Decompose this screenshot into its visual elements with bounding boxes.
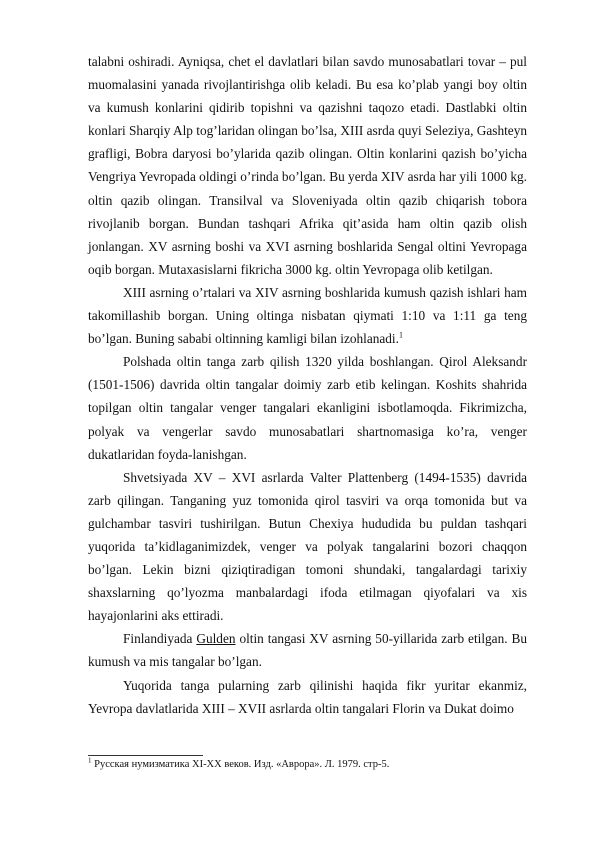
paragraph-5-text-after: oltin tangasi XV asrning 50-yillarida zarb etilgan. Bu kumush va mis tangalar bo’lgan. (88, 631, 528, 670)
paragraph-1-text: talabni oshiradi. Ayniqsa, chet el davlatlari bilan savdo munosabatlari tovar – pul muomalasini yanada rivojlantirishga olib keladi. Bu esa ko’plab yangi boy oltin va kumush konlarini qidirib topishni va qazishni taqozo etadi. Dastlabki oltin konlari Sharqiy Alp tog’laridan olingan bo’lsa, XIII asrda quyi Seleziya, Gashteyn grafligi, Bobra daryosi bo’ylarida qazib olingan. Oltin konlarini qazish bo’yicha Vengriya Yevropada oldingi o’rinda bo’lgan. Bu yerda XIV asrda har yili 1000 kg. oltin qazib olingan. Transilval va Sloveniyada oltin qazib chiqarish tobora rivojlanib borgan. Bundan tashqari Afrika qit’asida ham oltin qazib olish jonlangan. XV asrning boshi va XVI asrning boshlarida Sengal oltini Yevropaga oqib borgan. Mutaxasislarni fikricha 3000 kg. oltin Yevropaga olib ketilgan. (88, 54, 527, 277)
paragraph-4-text: Shvetsiyada XV – XVI asrlarda Valter Plattenberg (1494-1535) davrida zarb qilingan. Tanganing yuz tomonida qirol tasviri va orqa tomonida but va gulchambar tasviri tushirilgan. Butun Chexiya hududida bu puldan tashqari yuqorida ta’kidlaganimizdek, venger va polyak tangalarini bozori chaqqon bo’lgan. Lekin bizni qiziqtiradigan tomoni shundaki, tangalardagi tarixiy shaxslarning qo’lyozma manbalardagi ifoda etilmagan qiyofalari va xis hayajonlarini aks ettiradi. (88, 469, 527, 624)
paragraph-3 (88, 350, 527, 465)
paragraph-2 (88, 281, 527, 350)
footnote-marker: 1 (88, 756, 92, 765)
paragraph-1 (88, 50, 527, 281)
gulden-link[interactable]: Gulden (196, 631, 236, 647)
footnote (88, 758, 389, 771)
paragraph-3-text: Polshada oltin tanga zarb qilish 1320 yilda boshlangan. Qirol Aleksandr (1501-1506) davrida oltin tangalar doimiy zarb etib kelingan. Koshits shahrida topilgan oltin tangalar venger tangalari ekanligini isbotlamoqda. Fikrimizcha, polyak va vengerlar savdo munosabatlari shartnomasiga ko’ra, venger dukatlaridan foyda-lanishgan. (88, 354, 527, 462)
footnote-text: Русская нумизматика XI-XX веков. Изд. «Аврора». Л. 1979. стр-5. (91, 759, 390, 770)
document-body (88, 50, 527, 720)
paragraph-2-text: XIII asrning o’rtalari va XIV asrning boshlarida kumush qazish ishlari ham takomillashib borgan. Uning oltinga nisbatan qiymati 1:10 va 1:11 ga teng bo’lgan. Buning sababi oltinning kamligi bilan izohlanadi. (88, 284, 527, 347)
footnote-divider (88, 755, 203, 756)
paragraph-6-text: Yuqorida tanga pularning zarb qilinishi haqida fikr yuritar ekanmiz, Yevropa davlatlarida XIII – XVII asrlarda oltin tangalari Florin va Dukat doimo (88, 677, 527, 716)
footnote-ref[interactable]: 1 (398, 330, 403, 340)
paragraph-4 (88, 466, 527, 628)
paragraph-6 (88, 674, 527, 720)
paragraph-5 (88, 627, 527, 673)
paragraph-5-text-before: Finlandiyada (123, 631, 197, 647)
